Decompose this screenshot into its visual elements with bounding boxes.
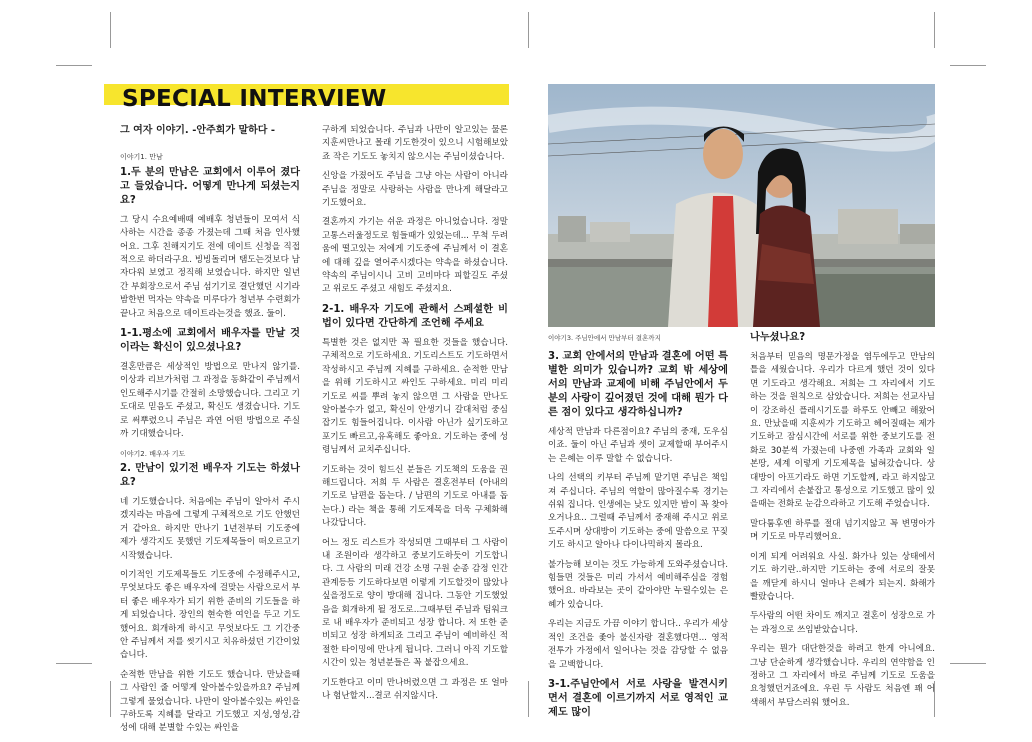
crop-mark [528,12,529,48]
answer-paragraph: 이게 되게 어려워요 사실. 화가나 있는 상태에서 기도 하기란..하지만 기도하는 중에 서로의 잘못을 깨닫게 하시니 얼마나 은혜가 되는지. 화해가 빨랐습니다. [750,551,935,602]
answer-paragraph: 순적한 만남을 위한 기도도 했습니다. 만났을때 그 사람인 줄 어떻게 알아볼수있을까요? 주님께 그렇게 물었습니다. 나만이 알아볼수있는 싸인을 구하도록 지혜를 달라고 기도했고 지성,영성,감성에 대해 분별할 수있는 싸인을 [120,669,300,734]
answer-paragraph: 결혼까지 가기는 쉬운 과정은 아니었습니다. 정말 고통스러울정도로 힘들때가 있었는데... 무척 두려움에 떨고있는 저에게 기도중에 주님께서 이 결혼에 대해 깊을 열어주시겠다는 약속을 하셨습니다. 약속의 주님이시니 고비 고비마다 피할길도 주셨고 위로도 주셨고 새힘도 주셨지요. [322,217,508,295]
question-heading: 3. 교회 안에서의 만남과 결혼에 어떤 특별한 의미가 있습니까? 교회 밖 세상에서의 만남과 교제에 비해 주님안에서 두분의 사랑이 깊어졌던 것에 대해 뭔가 다른 점이 있다고 생각하십니까? [548,351,728,418]
answer-paragraph: 구하게 되었습니다. 주님과 나만이 알고있는 물론 지훈씨만나고 몰래 기도한것이 있으니 시험해보았죠 작은 기도도 놓치지 않으시는 주님이셨습니다. [322,125,508,162]
answer-paragraph: 말다툼후엔 하루를 절대 넘기지않고 꼭 변명아가며 기도로 마무리했어요. [750,518,935,543]
crop-mark [950,663,986,664]
answer-paragraph: 처음부터 믿음의 명문가정을 염두에두고 만남의 틀을 세웠습니다. 우리가 다르게 했던 것이 있다면 기도라고 생각해요. 저희는 그 자리에서 기도하는 것을 원칙으로 삼았습니다. 저희는 선교사님이 강조하신 플레시기도를 하루도 안빼고 해왔어요. 만났을때 지훈씨가 기도하고 헤어질때는 제가 기도하고 잠심시간에 서로를 위한 중보기도를 전화로 30분씩 가졌는데 나중엔 가족과 교회와 일본땅, 세계 이렇게 기도제목을 넓혀갔습니다. 상대방이 아프기라도 하면 기도할께, 라고 하지않고 그 자리에서 손붙잡고 통성으로 기도했고 많이 있을때는 전화로 눈감으라하고 기도해 주었습니다. [750,352,935,510]
question-heading: 나누셨나요? [750,332,806,343]
couple-photo [548,84,935,327]
answer-paragraph: 세상적 만남과 다른점이요? 주님의 중재, 도우심이죠. 둘이 아닌 주님과 셋이 교제할때 부어주시는 은혜는 이루 말할 수 없습니다. [548,427,728,464]
question-heading: 3-1.주님안에서 서로 사랑을 발견시키면서 결혼에 이르기까지 서로 영적인 교제도 많이 [548,678,728,718]
section-heading: SPECIAL INTERVIEW [122,86,387,112]
crop-mark [110,12,111,48]
crop-mark [934,12,935,48]
photo-caption: 이야기3. 주님안에서 만남부터 결혼까지 [548,334,661,342]
answer-paragraph: 불가능해 보이는 것도 가능하게 도와주셨습니다. 힘들면 것들은 미리 가서서 예비해주심을 경험 했어요. 바라보는 곳이 같아야만 누릴수있는 은혜가 있습니다. [548,559,728,610]
question-heading: 2-1. 배우자 기도에 관해서 스페셜한 비법이 있다면 간단하게 조언해 주세요 [322,303,508,329]
crop-mark [56,663,92,664]
crop-mark [110,681,111,717]
article-column-3 [548,350,728,726]
answer-paragraph: 우리는 뭔가 대단한것을 하려고 한게 아니에요. 그냥 단순하게 생각했습니다. 우리의 연약함을 인정하고 그 자리에서 바로 주님께 기도로 도움을 요청했던거죠에요. 우린 두 사람도 처음엔 꽤 어색해서 부담스러워 했어요. [750,644,935,708]
answer-paragraph: 이기적인 기도제목들도 기도중에 수정해주시고, 무엇보다도 좋은 배우자에 걸맞는 사람으로서 부터 좋은 배우자가 되기 위한 준비의 기도들을 하게 되었습니다. 장인의 현숙한 여인을 두고 기도했어요. 회개하게 하시고 무엇보다도 그 기간중안 주님께서 저를 씻기시고 치유하셨던 기간이었습니다. [120,569,300,661]
crop-mark [528,681,529,717]
answer-paragraph: 우리는 지금도 가끔 이야기 합니다.. 우리가 세상적인 조건을 좇아 불신자랑 결혼했다면... 영적 전투가 가정에서 일어나는 것을 감당할 수 없음을 고백합니다. [548,619,728,670]
crop-mark [56,65,92,66]
answer-paragraph: 특별한 것은 없지만 꼭 필요한 것들을 했습니다. 구체적으로 기도하세요. 기도리스트도 기도하면서 작성하시고 주님께 지혜를 구하세요. 순적한 만남을 위해 기도하시고 싸인도 구하세요. 미리 미리 기도로 씨를 뿌려 놓지 않으면 그 사람을 만나도 알아볼수가 없고, 확신이 안생기니 갈대처럼 중심잡기도 힘들어집니다. 이사람 아닌가 싶기도하고 포기도 빠르고,유혹해도 좋아요. 기도하는 중에 성령님께서 교치주십니다. [322,337,508,456]
answer-paragraph: 기도한다고 이미 만나버렸으면 그 과정은 또 얼마나 험난할지...결코 쉬지않시다. [322,677,508,702]
story-subtitle: 이야기1. 만남 [120,153,163,162]
answer-paragraph: 신앙을 가졌어도 주님을 그냥 아는 사람이 아니라 주님을 정말로 사랑하는 사람을 만나게 해달라고 기도했어요. [322,171,508,209]
answer-paragraph: 그 당시 수요예배때 예배후 청년들이 모여서 식사하는 시간을 종종 가졌는데 그때 처음 인사했어요. 그후 친해지기도 전에 데이트 신청을 직접적으로 하더라구요. 빙빙돌리며 탬도는것보다 남자다워 보였고 정직해 보였습니다. 하지만 일년간 부회장으로서 주님 섬기기로 결단했던 시기라 밤한번 먹자는 약속을 미루다가 청년부 수련회가 끝나고 처음으로 데이트라는것을 했죠. 둘이. [120,214,300,319]
article-column-1 [120,124,300,742]
answer-paragraph: 어느 정도 리스트가 작성되면 그때부터 그 사람이 내 조원이라 생각하고 중보기도하듯이 기도합니다. 그 사람의 미래 건강 소명 구원 순종 감정 인간 관계등등 기도하다보면 이렇게 기도할것이 많았나 싶을정도로 양이 방대해 집니다. 그동안 기도했었음을 회개하게 될 정도로..그때부턴 주님과 팀워크로 내 배우자가 준비되고 성장 합니다. 저 또한 준비되고 성장 하게되죠 그리고 주님이 예비하신 적절한 타이밍에 만나게 됩니다. 그러니 아직 기도할 시간이 있는 청년분들은 꼭 붙잡으세요. [322,537,508,669]
story-subtitle: 이야기2. 배우자 기도 [120,449,186,458]
question-heading: 1.두 분의 만남은 교회에서 이루어 졌다고 들었습니다. 어떻게 만나게 되셨는지요? [120,166,300,206]
question-heading: 2. 만남이 있기전 배우자 기도는 하셨나요? [120,462,300,488]
answer-paragraph: 기도하는 것이 힘드신 분들은 기도책의 도움을 권해드립니다. 저희 두 사람은 결혼전부터 (아내의 기도로 남편을 돕는다. / 남편의 기도로 아내를 돕는다.) 라는 책을 통해 기도제목을 더욱 구체화해나갔답니다. [322,464,508,529]
question-heading: 1-1.평소에 교회에서 배우자를 만날 것이라는 확신이 있으셨나요? [120,328,300,354]
article-column-4 [750,331,935,716]
answer-paragraph: 네 기도했습니다. 처음에는 주님이 알아서 주시겠지라는 마음에 그렇게 구체적으로 기도 안했던거 같아요. 하지만 만나기 1년전부터 기도중에 제가 생각지도 못했던 기도제목들이 떠오르고기 시작했습니다. [120,496,300,561]
article-lead: 그 여자 이야기. -안주희가 말하다 - [120,125,276,136]
crop-mark [950,65,986,66]
article-column-2 [322,124,508,709]
answer-paragraph: 나의 선택의 키부터 주님께 맡기면 주님은 책임져 주십니다. 주님의 역할이 많아질수록 경기는 쉬워 집니다. 인생에는 낮도 있지만 밤이 꼭 찾아오거나요.. 그럴때 주님께서 중재해 주시고 위로 도주시며 상대방이 기도하는 중에 말씀으로 꾸짖기도 하시고 알아나 다이나믹하지 몰라요. [548,473,728,551]
answer-paragraph: 두사람의 어떤 차이도 깨지고 결혼이 성장으로 가는 과정으로 쓰임받았습니다. [750,611,935,635]
answer-paragraph: 결혼만큼은 세상적인 방법으로 만나지 않기를. 이상과 리브가처럼 그 과정을 동화같이 주님께서 인도해주시기를 간절히 소망했습니다. 그리고 기도대로 믿음도 주셨고, 확신도 생겼습니다. 기도로 써뿌렸으니 주님은 과연 어떤 방법으로 주실까 기대했습니다. [120,362,300,440]
